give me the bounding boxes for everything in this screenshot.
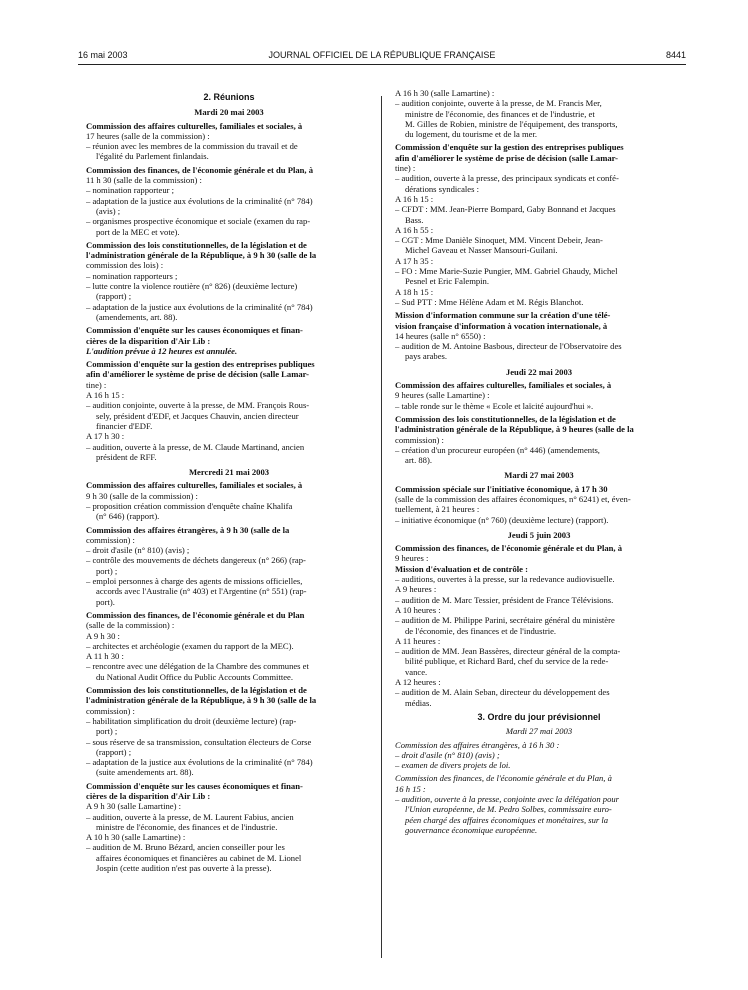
text-line: dérations syndicales : [405, 183, 479, 194]
text-line: – emploi personnes à charge des agents de missions officielles, [86, 576, 303, 587]
text-line: bilité publique, et Richard Bard, chef du service de la rede- [405, 656, 609, 667]
text-line: – proposition création commission d'enquête chaîne Khalifa [86, 500, 293, 511]
section-heading: Mardi 27 mai 2003 [504, 470, 574, 481]
text-line: Jospin (cette audition n'est pas ouverte à la presse). [96, 863, 272, 874]
text-line: – audition conjointe, ouverte à la presse, de MM. François Rous- [86, 400, 310, 411]
text-line: L'audition prévue à 12 heures est annulée. [86, 345, 238, 356]
text-line: cières de la disparition d'Air Lib : [86, 335, 211, 346]
text-line: 11 h 30 (salle de la commission) : [86, 175, 202, 186]
section-heading: 2. Réunions [203, 92, 255, 102]
text-line: 16 h 15 : [395, 783, 426, 794]
right-column [395, 88, 683, 835]
text-line: A 10 heures : [395, 604, 441, 615]
text-line: – audition de M. Antoine Basbous, directeur de l'Observatoire des [395, 341, 622, 352]
text-line: A 17 h 35 : [395, 255, 434, 266]
text-line: A 9 h 30 : [86, 630, 120, 641]
text-line: Commission des affaires culturelles, familiales et sociales, à [86, 480, 303, 491]
text-line: – nomination rapporteur ; [86, 185, 175, 196]
text-line: (salle de la commission des affaires économiques, n° 6241) et, éven- [395, 493, 631, 504]
text-line: A 16 h 15 : [395, 193, 434, 204]
text-line: port de la MEC et vote). [96, 226, 180, 237]
header-page-number: 8441 [665, 50, 686, 60]
text-line: – CGT : Mme Danièle Sinoquet, MM. Vincent Debeir, Jean- [395, 235, 603, 246]
text-line: A 9 heures : [395, 584, 437, 595]
text-line: affaires économiques et financières au cabinet de M. Lionel [96, 852, 302, 863]
text-line: – droit d'asile (n° 810) (avis) ; [86, 545, 190, 556]
text-line: Commission d'enquête sur la gestion des entreprises publiques [86, 359, 315, 370]
text-line: Commission des affaires étrangères, à 9 h 30 (salle de la [86, 524, 290, 535]
text-line: – architectes et archéologie (examen du rapport de la MEC). [86, 640, 294, 651]
text-line: Michel Gaveau et Nasser Mansouri-Guilani. [405, 245, 558, 256]
text-line: – réunion avec les membres de la commission du travail et de [86, 141, 298, 152]
text-line: ministre de l'économie, des finances et de l'industrie, et [405, 108, 595, 119]
text-line: vision française d'information à vocation internationale, à [395, 320, 608, 331]
text-line: accords avec l'Australie (n° 403) et l'Argentine (n° 551) (rap- [96, 586, 307, 597]
text-line: pays arabes. [405, 351, 447, 362]
text-line: port). [96, 596, 115, 607]
text-line: l'Union européenne, de M. Pedro Solbes, commissaire euro- [405, 804, 612, 815]
text-line: Commission des lois constitutionnelles, de la législation et de [395, 413, 616, 424]
section-heading: Jeudi 5 juin 2003 [507, 529, 571, 540]
text-line: Commission des finances, de l'économie générale et du Plan [86, 609, 305, 620]
text-line: Pesnel et Eric Falempin. [405, 276, 490, 287]
text-line: – audition de M. Philippe Parini, secrétaire général du ministère [395, 615, 615, 626]
header-title: JOURNAL OFFICIEL DE LA RÉPUBLIQUE FRANÇAISE [268, 50, 496, 60]
text-line: tuellement, à 21 heures : [395, 504, 480, 515]
text-line: l'administration générale de la République, à 9 heures (salle de la [395, 424, 634, 435]
text-line: l'égalité du Parlement finlandais. [96, 151, 209, 162]
text-line: l'administration générale de la République, à 9 h 30 (salle de la [86, 250, 317, 261]
text-line: A 11 heures : [395, 635, 441, 646]
text-line: port) ; [96, 726, 118, 737]
text-line: – audition conjointe, ouverte à la presse, de M. Francis Mer, [395, 98, 602, 109]
text-line: commission) : [86, 705, 135, 716]
text-line: 17 heures (salle de la commission) : [86, 130, 210, 141]
text-line: financier d'EDF. [96, 420, 153, 431]
text-line: – initiative économique (n° 760) (deuxième lecture) (rapport). [395, 514, 609, 525]
text-line: A 16 h 55 : [395, 224, 434, 235]
text-line: – contrôle des mouvements de déchets dangereux (n° 266) (rap- [86, 555, 306, 566]
text-line: – audition, ouverte à la presse, conjointe avec la délégation pour [395, 794, 620, 804]
text-line: A 9 h 30 (salle Lamartine) : [86, 801, 181, 812]
text-line: Commission d'enquête sur les causes économiques et finan- [86, 325, 303, 336]
text-line: afin d'améliorer le système de prise de décision (salle Lamar- [395, 152, 619, 163]
text-line: Commission des finances, de l'économie générale et du Plan, à [395, 543, 623, 554]
text-line: – audition, ouverte à la presse, de M. Laurent Fabius, ancien [86, 811, 294, 822]
text-line: du logement, du tourisme et de la mer. [405, 129, 537, 140]
text-line: commission des lois) : [86, 260, 164, 271]
text-line: Mission d'information commune sur la création d'une télé- [395, 310, 611, 321]
text-line: tine) : [86, 379, 107, 390]
text-line: A 16 h 30 (salle Lamartine) : [395, 88, 495, 98]
text-line: (rapport) ; [96, 291, 132, 302]
text-line: A 16 h 15 : [86, 390, 125, 401]
column-separator [381, 96, 382, 958]
text-line: A 18 h 15 : [395, 286, 434, 297]
text-line: – audition de MM. Jean Bassères, directeur général de la compta- [395, 646, 621, 657]
text-line: port) ; [96, 565, 118, 576]
text-line: (rapport) ; [96, 746, 132, 757]
text-line: 9 heures (salle Lamartine) : [395, 390, 490, 401]
text-line: – CFDT : MM. Jean-Pierre Bompard, Gaby Bonnand et Jacques [395, 204, 616, 215]
text-line: A 10 h 30 (salle Lamartine) : [86, 832, 186, 843]
text-line: (salle de la commission) : [86, 620, 175, 631]
text-line: gouvernance économique européenne. [405, 824, 538, 835]
text-line: – audition, ouverte à la presse, de M. Claude Martinand, ancien [86, 441, 305, 452]
text-line: – audition, ouverte à la presse, des principaux syndicats et confé- [395, 173, 619, 184]
text-line: – examen de divers projets de loi. [395, 760, 511, 771]
text-line: – audition de M. Marc Tessier, président de France Télévisions. [395, 594, 614, 605]
text-line: – sous réserve de sa transmission, consultation électeurs de Corse [86, 736, 312, 747]
header-date: 16 mai 2003 [78, 50, 128, 60]
section-heading: Mardi 27 mai 2003 [505, 726, 573, 737]
text-line: – droit d'asile (n° 810) (avis) ; [395, 749, 500, 760]
text-line: 14 heures (salle n° 6550) : [395, 330, 486, 341]
text-line: – table ronde sur le thème « Ecole et laïcité aujourd'hui ». [395, 400, 594, 411]
text-line: – adaptation de la justice aux évolutions de la criminalité (n° 784) [86, 757, 313, 768]
text-line: vance. [405, 666, 428, 677]
text-line: (avis) ; [96, 205, 121, 216]
text-line: Commission des affaires culturelles, familiales et sociales, à [86, 120, 303, 131]
section-heading: Mardi 20 mai 2003 [194, 107, 264, 118]
text-line: (amendements, art. 88). [96, 311, 178, 322]
text-line: Commission des affaires culturelles, familiales et sociales, à [395, 380, 612, 391]
text-line: – lutte contre la violence routière (n° 826) (deuxième lecture) [86, 281, 298, 292]
text-line: (n° 646) (rapport). [96, 511, 160, 522]
text-line: A 17 h 30 : [86, 431, 125, 442]
text-line: Commission des affaires étrangères, à 16 h 30 : [395, 739, 560, 750]
text-line: commission) : [395, 434, 444, 445]
section-heading: Mercredi 21 mai 2003 [188, 467, 270, 478]
text-line: – organismes prospective économique et sociale (examen du rap- [86, 216, 311, 227]
text-line: 9 h 30 (salle de la commission) : [86, 490, 198, 501]
text-line: commission) : [86, 534, 135, 545]
text-line: – Sud PTT : Mme Hélène Adam et M. Régis Blanchot. [395, 296, 584, 307]
text-line: – audition de M. Alain Seban, directeur du développement des [395, 687, 610, 698]
text-line: – habilitation simplification du droit (deuxième lecture) (rap- [86, 715, 297, 726]
text-line: – adaptation de la justice aux évolutions de la criminalité (n° 784) [86, 195, 313, 206]
text-line: Commission des lois constitutionnelles, de la législation et de [86, 685, 307, 696]
section-heading: 3. Ordre du jour prévisionnel [477, 711, 601, 722]
text-line: Commission des finances, de l'économie générale et du Plan, à [395, 773, 612, 784]
header-rule [78, 64, 686, 65]
text-line: (suite amendements art. 88). [96, 767, 194, 778]
text-line: – audition de M. Bruno Bézard, ancien conseiller pour les [86, 842, 285, 853]
text-line: Commission des lois constitutionnelles, de la législation et de [86, 239, 307, 250]
text-line: – rencontre avec une délégation de la Chambre des communes et [86, 661, 309, 672]
text-line: art. 88). [405, 455, 432, 466]
text-line: sely, président d'EDF, et Jacques Chauvin, ancien directeur [96, 410, 299, 421]
text-line: Commission des finances, de l'économie générale et du Plan, à [86, 164, 314, 175]
text-line: Mission d'évaluation et de contrôle : [395, 563, 528, 574]
text-line: – nomination rapporteurs ; [86, 270, 178, 281]
text-line: 9 heures : [395, 553, 429, 564]
text-line: A 11 h 30 : [86, 651, 124, 662]
text-line: péen chargé des affaires économiques et monétaires, sur la [405, 814, 609, 825]
text-line: président de RFF. [96, 451, 157, 462]
text-line: M. Gilles de Robien, ministre de l'équipement, des transports, [405, 118, 618, 129]
left-column [86, 88, 372, 873]
text-line: – création d'un procureur européen (n° 446) (amendements, [395, 444, 600, 455]
text-line: ministre de l'économie, des finances et de l'industrie. [96, 821, 278, 832]
text-line: A 12 heures : [395, 677, 441, 688]
text-line: cières de la disparition d'Air Lib : [86, 791, 211, 801]
text-line: – auditions, ouvertes à la presse, sur la redevance audiovisuelle. [395, 574, 615, 585]
text-line: Commission d'enquête sur la gestion des entreprises publiques [395, 142, 624, 153]
text-line: l'administration générale de la République, à 9 h 30 (salle de la [86, 695, 317, 706]
text-line: – adaptation de la justice aux évolutions de la criminalité (n° 784) [86, 301, 313, 312]
text-line: Commission spéciale sur l'initiative économique, à 17 h 30 [395, 483, 608, 494]
text-line: Bass. [405, 214, 424, 225]
text-line: médias. [405, 697, 432, 708]
text-line: – FO : Mme Marie-Suzie Pungier, MM. Gabriel Ghaudy, Michel [395, 266, 618, 277]
text-line: tine) : [395, 163, 416, 174]
text-line: Commission d'enquête sur les causes économiques et finan- [86, 780, 303, 791]
section-heading: Jeudi 22 mai 2003 [505, 366, 573, 377]
text-line: du National Audit Office du Public Accounts Committee. [96, 671, 293, 682]
page-header [78, 50, 686, 64]
text-line: de l'économie, des finances et de l'industrie. [405, 625, 557, 636]
text-line: afin d'améliorer le système de prise de décision (salle Lamar- [86, 369, 310, 380]
